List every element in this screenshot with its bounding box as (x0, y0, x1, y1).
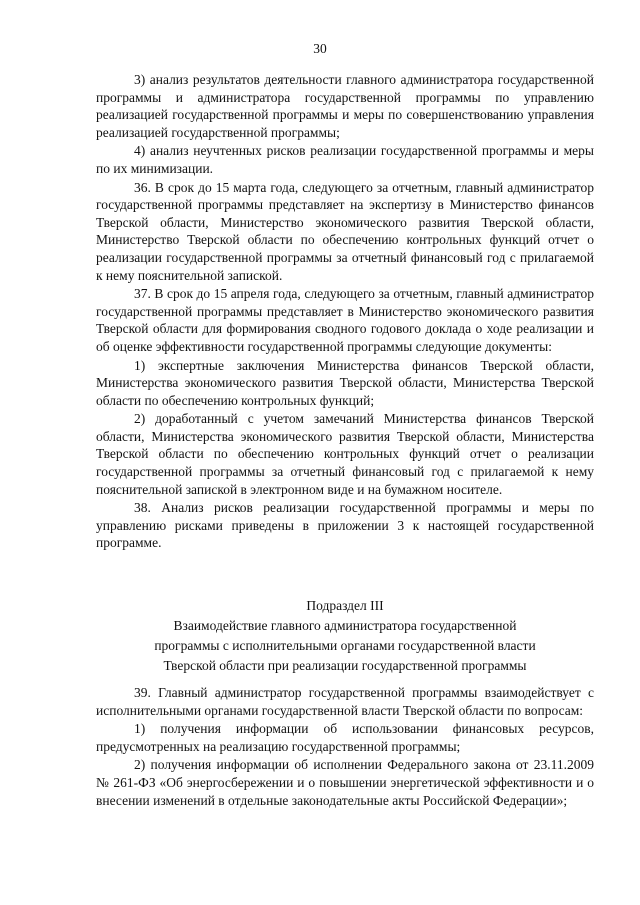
subsection-title-line-2: программы с исполнительными органами государственной власти (154, 638, 536, 653)
page-number: 30 (313, 41, 327, 56)
paragraph-39-item-2: 2) получения информации об исполнении Федерального закона от 23.11.2009 № 261-ФЗ «Об энергосбережении и о повышении энергетической эффективности и о внесении изменений в отдельные законодательные акты Российской Федерации»; (96, 757, 594, 808)
body-text-section-2 (96, 684, 594, 809)
paragraph-38: 38. Анализ рисков реализации государственной программы и меры по управлению рисками приведены в приложении 3 к настоящей государственной программе. (96, 500, 594, 551)
subsection-heading (96, 596, 594, 676)
body-text-section-1 (96, 71, 594, 552)
subsection-title-line-3: Тверской области при реализации государственной программы (163, 658, 527, 673)
paragraph-39-item-1: 1) получения информации об использовании финансовых ресурсов, предусмотренных на реализацию государственной программы; (96, 721, 594, 754)
paragraph-39: 39. Главный администратор государственной программы взаимодействует с исполнительными органами государственной власти Тверской области по вопросам: (96, 685, 594, 718)
paragraph-item-4: 4) анализ неучтенных рисков реализации государственной программы и меры по их минимизации. (96, 143, 594, 176)
paragraph-37: 37. В срок до 15 апреля года, следующего за отчетным, главный администратор государственной программы представляет в Министерство экономического развития Тверской области для формирования сводного годового доклада о ходе реализации и об оценке эффективности государственной программы следующие документы: (96, 286, 594, 354)
subsection-label: Подраздел III (306, 598, 384, 613)
paragraph-36: 36. В срок до 15 марта года, следующего за отчетным, главный администратор государственной программы представляет на экспертизу в Министерство финансов Тверской области, Министерство экономического развития Тверской области, Министерство Тверской области по обеспечению контрольных функций отчет о реализации государственной программы за отчетный финансовый год с прилагаемой к нему пояснительной запиской. (96, 179, 594, 283)
subsection-title-line-1: Взаимодействие главного администратора государственной (173, 618, 517, 633)
paragraph-37-item-2: 2) доработанный с учетом замечаний Министерства финансов Тверской области, Министерства экономического развития Тверской области, Министерства Тверской области по обеспечению контрольных функций отчет о реализации государственной программы за отчетный финансовый год с прилагаемой к нему пояснительной запиской в электронном виде и на бумажном носителе. (96, 411, 594, 497)
paragraph-37-item-1: 1) экспертные заключения Министерства финансов Тверской области, Министерства экономического развития Тверской области, Министерства Тверской области по обеспечению контрольных функций; (96, 357, 594, 408)
paragraph-item-3: 3) анализ результатов деятельности главного администратора государственной программы и администратора государственной программы по управлению реализацией государственной программы и меры по совершенствованию управления реализацией государственной программы; (96, 72, 594, 140)
